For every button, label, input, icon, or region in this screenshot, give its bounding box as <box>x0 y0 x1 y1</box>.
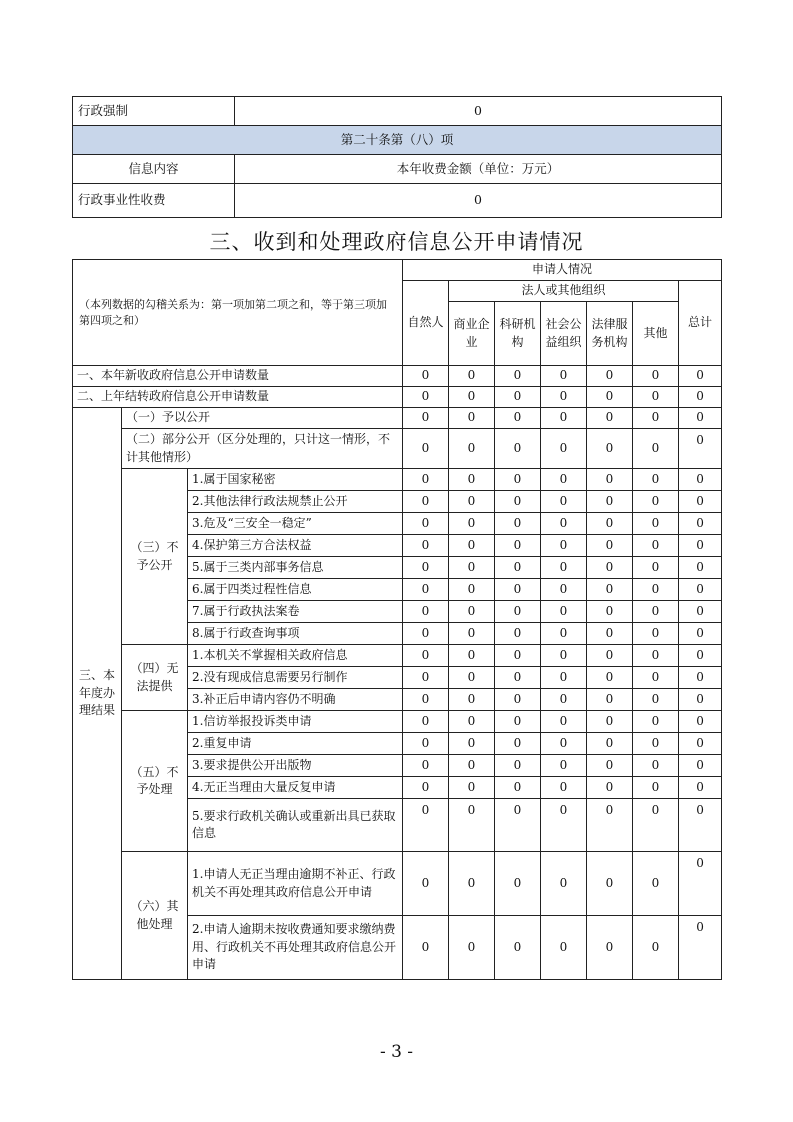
table-row <box>73 408 722 429</box>
cell: 0 <box>449 535 495 557</box>
cell: 0 <box>587 535 633 557</box>
cell: 0 <box>495 852 541 916</box>
table-row <box>73 366 722 387</box>
table-row <box>73 184 722 218</box>
application-table <box>72 259 722 980</box>
cell: 0 <box>403 852 449 916</box>
cell: 0 <box>587 667 633 689</box>
cell: 0 <box>541 755 587 777</box>
cell: 0 <box>541 777 587 799</box>
cell: 0 <box>495 491 541 513</box>
cell: 0 <box>587 645 633 667</box>
row-label: 行政事业性收费 <box>73 184 235 218</box>
section-label: 第二十条第（八）项 <box>73 126 722 155</box>
cell: 0 <box>495 755 541 777</box>
cell: 0 <box>403 557 449 579</box>
cell: 0 <box>403 777 449 799</box>
cell: 0 <box>679 852 722 916</box>
cell: 0 <box>633 645 679 667</box>
row-label: 7.属于行政执法案卷 <box>188 601 403 623</box>
cell: 0 <box>449 429 495 469</box>
cell: 0 <box>403 916 449 980</box>
cell: 0 <box>495 429 541 469</box>
header-total: 总计 <box>679 281 722 366</box>
cell: 0 <box>541 579 587 601</box>
row-label: 3.要求提供公开出版物 <box>188 755 403 777</box>
row-label: 4.保护第三方合法权益 <box>188 535 403 557</box>
cell: 0 <box>541 711 587 733</box>
cell: 0 <box>633 755 679 777</box>
row-label: 3.补正后申请内容仍不明确 <box>188 689 403 711</box>
cell: 0 <box>633 535 679 557</box>
cell: 0 <box>403 601 449 623</box>
cell: 0 <box>633 366 679 387</box>
cell: 0 <box>541 667 587 689</box>
cell: 0 <box>633 689 679 711</box>
cell: 0 <box>633 667 679 689</box>
cell: 0 <box>495 645 541 667</box>
cell: 0 <box>587 429 633 469</box>
cell: 0 <box>403 667 449 689</box>
note-cell: （本列数据的勾稽关系为：第一项加第二项之和，等于第三项加第四项之和） <box>73 260 403 366</box>
cell: 0 <box>495 579 541 601</box>
cell: 0 <box>403 755 449 777</box>
cell: 0 <box>587 513 633 535</box>
cell: 0 <box>403 429 449 469</box>
cell: 0 <box>449 491 495 513</box>
cell: 0 <box>403 799 449 852</box>
cell: 0 <box>633 557 679 579</box>
row-value: 0 <box>235 184 722 218</box>
cell: 0 <box>587 852 633 916</box>
row-label: （一）予以公开 <box>122 408 403 429</box>
cell: 0 <box>449 366 495 387</box>
table-row <box>73 97 722 126</box>
cell: 0 <box>449 387 495 408</box>
cell: 0 <box>679 469 722 491</box>
cell: 0 <box>633 579 679 601</box>
table-row <box>73 429 722 469</box>
cell: 0 <box>449 799 495 852</box>
header-fee-amount: 本年收费金额（单位：万元） <box>235 155 722 184</box>
cell: 0 <box>633 777 679 799</box>
cell: 0 <box>449 755 495 777</box>
row-label: 行政强制 <box>73 97 235 126</box>
cell: 0 <box>633 469 679 491</box>
cell: 0 <box>403 579 449 601</box>
cell: 0 <box>587 799 633 852</box>
cell: 0 <box>495 366 541 387</box>
cell: 0 <box>449 557 495 579</box>
cell: 0 <box>541 491 587 513</box>
header-legal-service: 法律服务机构 <box>587 302 633 366</box>
cell: 0 <box>495 916 541 980</box>
cell: 0 <box>541 557 587 579</box>
cell: 0 <box>495 535 541 557</box>
cell: 0 <box>633 408 679 429</box>
cell: 0 <box>449 469 495 491</box>
row-label: 1.本机关不掌握相关政府信息 <box>188 645 403 667</box>
cell: 0 <box>587 777 633 799</box>
cell: 0 <box>587 733 633 755</box>
cell: 0 <box>679 667 722 689</box>
cell: 0 <box>495 799 541 852</box>
cell: 0 <box>633 852 679 916</box>
cell: 0 <box>449 513 495 535</box>
cell: 0 <box>633 429 679 469</box>
cell: 0 <box>495 711 541 733</box>
row-label: 2.重复申请 <box>188 733 403 755</box>
cell: 0 <box>403 491 449 513</box>
cell: 0 <box>449 601 495 623</box>
cell: 0 <box>633 601 679 623</box>
cell: 0 <box>541 799 587 852</box>
header-applicant: 申请人情况 <box>403 260 722 281</box>
cell: 0 <box>495 689 541 711</box>
cell: 0 <box>587 623 633 645</box>
row-label: 1.属于国家秘密 <box>188 469 403 491</box>
cell: 0 <box>495 733 541 755</box>
cell: 0 <box>679 733 722 755</box>
cell: 0 <box>679 387 722 408</box>
group-result: 三、本年度办理结果 <box>73 408 122 980</box>
cell: 0 <box>679 711 722 733</box>
cell: 0 <box>495 513 541 535</box>
cell: 0 <box>587 491 633 513</box>
row-value: 0 <box>235 97 722 126</box>
header-social: 社会公益组织 <box>541 302 587 366</box>
table-row <box>73 711 722 733</box>
cell: 0 <box>541 645 587 667</box>
cell: 0 <box>679 601 722 623</box>
cell: 0 <box>679 513 722 535</box>
cell: 0 <box>449 711 495 733</box>
cell: 0 <box>587 755 633 777</box>
cell: 0 <box>587 579 633 601</box>
cell: 0 <box>679 777 722 799</box>
cell: 0 <box>449 579 495 601</box>
cell: 0 <box>541 469 587 491</box>
cell: 0 <box>679 429 722 469</box>
cell: 0 <box>541 513 587 535</box>
cell: 0 <box>633 711 679 733</box>
cell: 0 <box>633 513 679 535</box>
row-label: 5.属于三类内部事务信息 <box>188 557 403 579</box>
cell: 0 <box>449 408 495 429</box>
cell: 0 <box>587 689 633 711</box>
row-label: 3.危及“三安全一稳定” <box>188 513 403 535</box>
row-label: 1.申请人无正当理由逾期不补正、行政机关不再处理其政府信息公开申请 <box>188 852 403 916</box>
table-row <box>73 852 722 916</box>
group-other-processing: （六）其他处理 <box>122 852 188 980</box>
cell: 0 <box>633 799 679 852</box>
cell: 0 <box>541 408 587 429</box>
cell: 0 <box>449 623 495 645</box>
cell: 0 <box>587 408 633 429</box>
cell: 0 <box>679 623 722 645</box>
cell: 0 <box>449 852 495 916</box>
row-label: 5.要求行政机关确认或重新出具已获取信息 <box>188 799 403 852</box>
cell: 0 <box>403 469 449 491</box>
cell: 0 <box>633 733 679 755</box>
cell: 0 <box>633 916 679 980</box>
header-row <box>73 260 722 281</box>
cell: 0 <box>679 535 722 557</box>
group-not-public: （三）不予公开 <box>122 469 188 645</box>
row-label: （二）部分公开（区分处理的，只计这一情形，不计其他情形） <box>122 429 403 469</box>
cell: 0 <box>495 387 541 408</box>
section-row <box>73 126 722 155</box>
cell: 0 <box>403 689 449 711</box>
cell: 0 <box>495 408 541 429</box>
section-heading: 三、收到和处理政府信息公开申请情况 <box>209 230 584 254</box>
row-label: 2.申请人逾期未按收费通知要求缴纳费用、行政机关不再处理其政府信息公开申请 <box>188 916 403 980</box>
row-label: 6.属于四类过程性信息 <box>188 579 403 601</box>
table-row <box>73 387 722 408</box>
page-number: - 3 - <box>379 1042 414 1062</box>
cell: 0 <box>679 408 722 429</box>
cell: 0 <box>449 916 495 980</box>
cell: 0 <box>495 777 541 799</box>
cell: 0 <box>541 689 587 711</box>
cell: 0 <box>541 852 587 916</box>
cell: 0 <box>403 366 449 387</box>
cell: 0 <box>495 601 541 623</box>
header-natural-person: 自然人 <box>403 281 449 366</box>
row-label: 二、上年结转政府信息公开申请数量 <box>73 387 403 408</box>
fee-table <box>72 96 722 218</box>
cell: 0 <box>679 579 722 601</box>
cell: 0 <box>403 645 449 667</box>
cell: 0 <box>679 557 722 579</box>
cell: 0 <box>449 667 495 689</box>
cell: 0 <box>403 387 449 408</box>
row-label: 4.无正当理由大量反复申请 <box>188 777 403 799</box>
row-label: 2.没有现成信息需要另行制作 <box>188 667 403 689</box>
cell: 0 <box>495 667 541 689</box>
cell: 0 <box>541 623 587 645</box>
cell: 0 <box>403 408 449 429</box>
cell: 0 <box>541 916 587 980</box>
cell: 0 <box>403 623 449 645</box>
cell: 0 <box>679 491 722 513</box>
cell: 0 <box>679 689 722 711</box>
cell: 0 <box>403 535 449 557</box>
cell: 0 <box>587 469 633 491</box>
cell: 0 <box>403 513 449 535</box>
cell: 0 <box>541 733 587 755</box>
cell: 0 <box>495 557 541 579</box>
table-row <box>73 469 722 491</box>
cell: 0 <box>449 733 495 755</box>
cell: 0 <box>587 711 633 733</box>
header-legal-persons: 法人或其他组织 <box>449 281 679 302</box>
cell: 0 <box>541 601 587 623</box>
table-row <box>73 645 722 667</box>
cell: 0 <box>449 777 495 799</box>
cell: 0 <box>449 645 495 667</box>
cell: 0 <box>679 645 722 667</box>
row-label: 2.其他法律行政法规禁止公开 <box>188 491 403 513</box>
cell: 0 <box>541 366 587 387</box>
group-cannot-provide: （四）无法提供 <box>122 645 188 711</box>
header-commercial: 商业企业 <box>449 302 495 366</box>
cell: 0 <box>679 916 722 980</box>
cell: 0 <box>541 535 587 557</box>
cell: 0 <box>633 623 679 645</box>
cell: 0 <box>587 557 633 579</box>
cell: 0 <box>495 623 541 645</box>
cell: 0 <box>633 491 679 513</box>
cell: 0 <box>587 916 633 980</box>
cell: 0 <box>679 366 722 387</box>
cell: 0 <box>403 733 449 755</box>
cell: 0 <box>679 755 722 777</box>
header-other: 其他 <box>633 302 679 366</box>
header-research: 科研机构 <box>495 302 541 366</box>
cell: 0 <box>541 429 587 469</box>
row-label: 1.信访举报投诉类申请 <box>188 711 403 733</box>
header-row <box>73 155 722 184</box>
cell: 0 <box>633 387 679 408</box>
group-not-processed: （五）不予处理 <box>122 711 188 852</box>
header-info-content: 信息内容 <box>73 155 235 184</box>
cell: 0 <box>587 601 633 623</box>
cell: 0 <box>587 366 633 387</box>
cell: 0 <box>541 387 587 408</box>
cell: 0 <box>403 711 449 733</box>
row-label: 一、本年新收政府信息公开申请数量 <box>73 366 403 387</box>
cell: 0 <box>449 689 495 711</box>
cell: 0 <box>495 469 541 491</box>
cell: 0 <box>679 799 722 852</box>
row-label: 8.属于行政查询事项 <box>188 623 403 645</box>
cell: 0 <box>587 387 633 408</box>
